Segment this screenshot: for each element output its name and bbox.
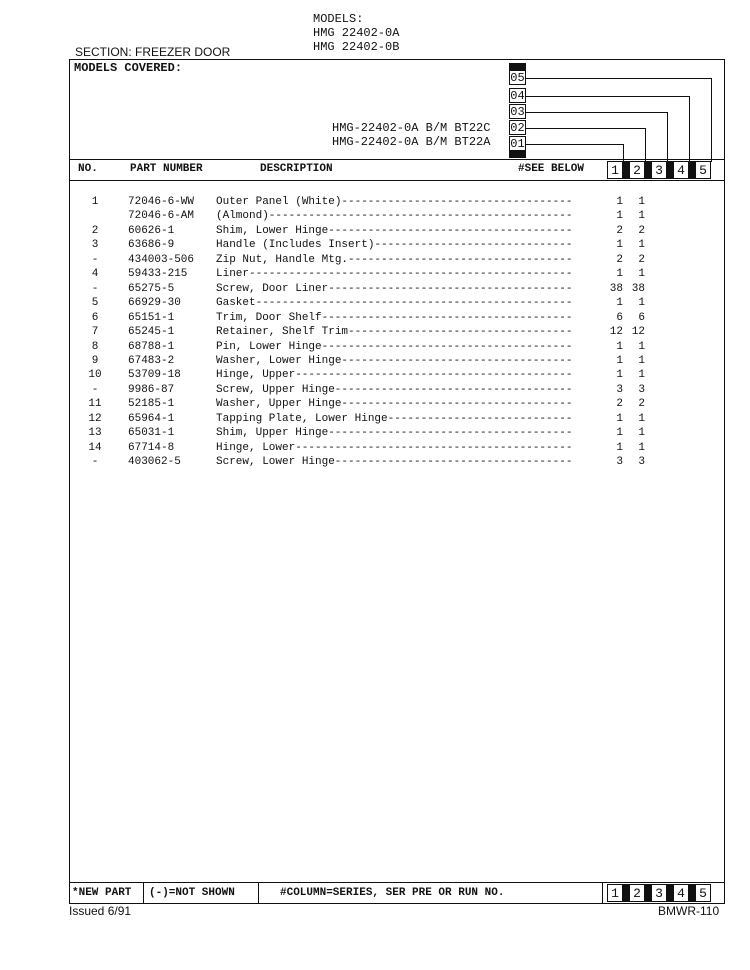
part-description: (Almond) [216,210,269,223]
leader-line [526,144,624,145]
leader-dashes: -------------------------------------- [321,340,573,353]
part-description: Hinge, Lower [216,441,296,454]
quantity-series-1: 12 [609,326,623,339]
leader-dashes: ----------------------------------- [341,196,573,208]
part-description: Handle (Includes Insert) [216,239,375,252]
leader-dashes: ---------------------------------- [348,326,573,339]
part-description: Tapping Plate, Lower Hinge [216,412,388,425]
quantity-series-1: 1 [616,369,623,382]
quantity-series-2: 3 [638,456,645,469]
leader-dashes: ------------------------------ [374,239,573,252]
quantity-series-2: 1 [638,354,645,367]
quantity-series-2: 1 [638,297,645,310]
series-code: 03 [510,105,525,119]
quantity-series-2: 2 [638,253,645,266]
quantity-series-2: 1 [638,268,645,281]
quantity-series-2: 1 [638,196,645,208]
leader-line [526,78,712,79]
column-header-top-rule [69,159,725,160]
quantity-series-2: 6 [638,311,645,324]
part-description: Outer Panel (White) [216,196,342,208]
series-selector: 4 [673,161,689,179]
quantity-series-1: 2 [616,224,623,237]
quantity-series-2: 1 [638,369,645,382]
col-header-no: NO. [78,163,98,175]
leader-dashes: ------------------------------------------ [295,441,573,454]
footer-divider [602,882,603,904]
leader-dashes: ------------------------------------- [328,427,573,440]
series-selector: 2 [629,161,645,179]
leader-dashes: ---------------------------- [387,412,573,425]
part-number: 72046-6-WW [128,196,195,208]
item-number: 14 [88,441,102,454]
leader-dashes: ------------------------------------- [328,282,573,295]
part-number: 67483-2 [128,354,175,367]
footer-divider [143,882,144,904]
leader-line [645,128,646,162]
series-selector: 3 [651,884,667,902]
leader-dashes: ----------------------------------- [341,354,573,367]
part-number: 65151-1 [128,311,175,324]
quantity-series-1: 2 [616,398,623,411]
item-number: 5 [91,297,99,310]
part-number: 9986-87 [128,383,175,396]
footer-column-note: #COLUMN=SERIES, SER PRE OR RUN NO. [280,887,505,899]
item-number: 6 [91,311,99,324]
quantity-series-1: 1 [616,412,623,425]
quantity-series-1: 1 [616,268,623,281]
leader-dashes: ------------------------------------------ [295,369,573,382]
part-number: 53709-18 [128,369,181,382]
item-number: 1 [91,196,99,208]
part-description: Gasket [216,297,256,310]
part-number: 434003-506 [128,253,195,266]
leader-dashes: ------------------------------------- [328,224,573,237]
part-description: Screw, Lower Hinge [216,456,335,469]
part-number: 63686-9 [128,239,175,252]
quantity-series-2: 12 [631,326,645,339]
quantity-series-1: 1 [616,210,623,223]
quantity-series-1: 2 [616,253,623,266]
issued-date: Issued 6/91 [69,904,132,918]
series-code: 02 [510,121,525,135]
part-number: 403062-5 [128,456,181,469]
item-number: 7 [91,326,99,339]
quantity-series-2: 1 [638,239,645,252]
leader-dashes: -------------------------------------- [321,311,573,324]
part-number: 52185-1 [128,398,175,411]
quantity-series-1: 38 [609,282,623,295]
series-selector: 5 [695,161,711,179]
leader-dashes: ----------------------------------- [341,398,573,411]
parts-list-frame [69,59,725,904]
part-description: Retainer, Shelf Trim [216,326,349,339]
item-number: 9 [91,354,99,367]
item-number: - [91,253,99,266]
model-covered-line: HMG-22402-0A B/M BT22A [332,135,491,149]
quantity-series-1: 3 [616,383,623,396]
leader-dashes: ------------------------------------ [334,456,573,469]
model-number: HMG 22402-0A [313,26,400,40]
leader-line [711,78,712,162]
part-number: 68788-1 [128,340,175,353]
leader-dashes: ------------------------------------------------ [255,297,573,310]
part-number: 65964-1 [128,412,175,425]
leader-dashes: ------------------------------------ [334,383,573,396]
part-description: Washer, Lower Hinge [216,354,342,367]
item-number: 2 [91,224,99,237]
footer-not-shown: (-)=NOT SHOWN [149,887,235,899]
quantity-series-1: 1 [616,196,623,208]
quantity-series-2: 1 [638,441,645,454]
col-header-part-number: PART NUMBER [130,163,203,175]
series-selector: 1 [607,884,623,902]
column-header-bottom-rule [69,180,725,181]
item-number: 4 [91,268,99,281]
col-header-description: DESCRIPTION [260,163,333,175]
quantity-series-1: 6 [616,311,623,324]
quantity-series-1: 1 [616,239,623,252]
part-number: 72046-6-AM [128,210,195,223]
part-description: Trim, Door Shelf [216,311,322,324]
quantity-series-2: 1 [638,427,645,440]
part-number: 65275-5 [128,282,175,295]
item-number: 3 [91,239,99,252]
model-covered-line: HMG-22402-0A B/M BT22C [332,121,491,135]
quantity-series-2: 1 [638,412,645,425]
series-code: 05 [510,71,525,85]
item-number: - [91,383,99,396]
models-header [313,12,399,54]
series-selector: 2 [629,884,645,902]
part-description: Screw, Upper Hinge [216,383,335,396]
part-number: 65031-1 [128,427,175,440]
series-selector: 3 [651,161,667,179]
leader-line [526,112,668,113]
leader-dashes: ---------------------------------- [348,253,573,266]
part-number: 65245-1 [128,326,175,339]
footer-new-part: *NEW PART [72,887,132,899]
leader-dashes: ---------------------------------------------- [268,210,573,223]
item-number: 13 [88,427,102,440]
col-header-see-below: #SEE BELOW [518,163,585,175]
quantity-series-1: 1 [616,427,623,440]
item-number: - [91,456,99,469]
part-description: Shim, Lower Hinge [216,224,329,237]
item-number: - [91,282,99,295]
series-code: 04 [510,89,525,103]
part-number: 60626-1 [128,224,175,237]
part-description: Shim, Upper Hinge [216,427,329,440]
series-selector: 5 [695,884,711,902]
footer-divider [258,882,259,904]
part-description: Pin, Lower Hinge [216,340,322,353]
part-description: Screw, Door Liner [216,282,329,295]
part-number: 67714-8 [128,441,175,454]
quantity-series-2: 1 [638,340,645,353]
part-description: Washer, Upper Hinge [216,398,342,411]
leader-line [526,128,646,129]
leader-line [526,96,690,97]
quantity-series-1: 1 [616,354,623,367]
models-label: MODELS: [313,12,364,26]
series-selector: 4 [673,884,689,902]
quantity-series-2: 1 [638,210,645,223]
leader-line [667,112,668,162]
model-number: HMG 22402-0B [313,40,400,54]
quantity-series-2: 2 [638,398,645,411]
item-number: 12 [88,412,102,425]
quantity-series-1: 1 [616,340,623,353]
leader-dashes: ------------------------------------------------- [249,268,573,281]
quantity-series-2: 3 [638,383,645,396]
footer-top-rule [69,882,725,883]
series-code: 01 [510,137,525,151]
part-number: 59433-215 [128,268,188,281]
item-number: 11 [88,398,102,411]
part-description: Liner [216,268,250,281]
item-number: 8 [91,340,99,353]
quantity-series-2: 38 [631,282,645,295]
part-description: Hinge, Upper [216,369,296,382]
quantity-series-1: 3 [616,456,623,469]
item-number: 10 [88,369,102,382]
document-code: BMWR-110 [658,904,720,918]
quantity-series-1: 1 [616,297,623,310]
part-number: 66929-30 [128,297,181,310]
quantity-series-2: 2 [638,224,645,237]
quantity-series-1: 1 [616,441,623,454]
leader-line [689,96,690,162]
models-covered-label: MODELS COVERED: [74,61,183,75]
section-title: SECTION: FREEZER DOOR [75,45,231,59]
series-selector: 1 [607,161,623,179]
part-description: Zip Nut, Handle Mtg. [216,253,349,266]
